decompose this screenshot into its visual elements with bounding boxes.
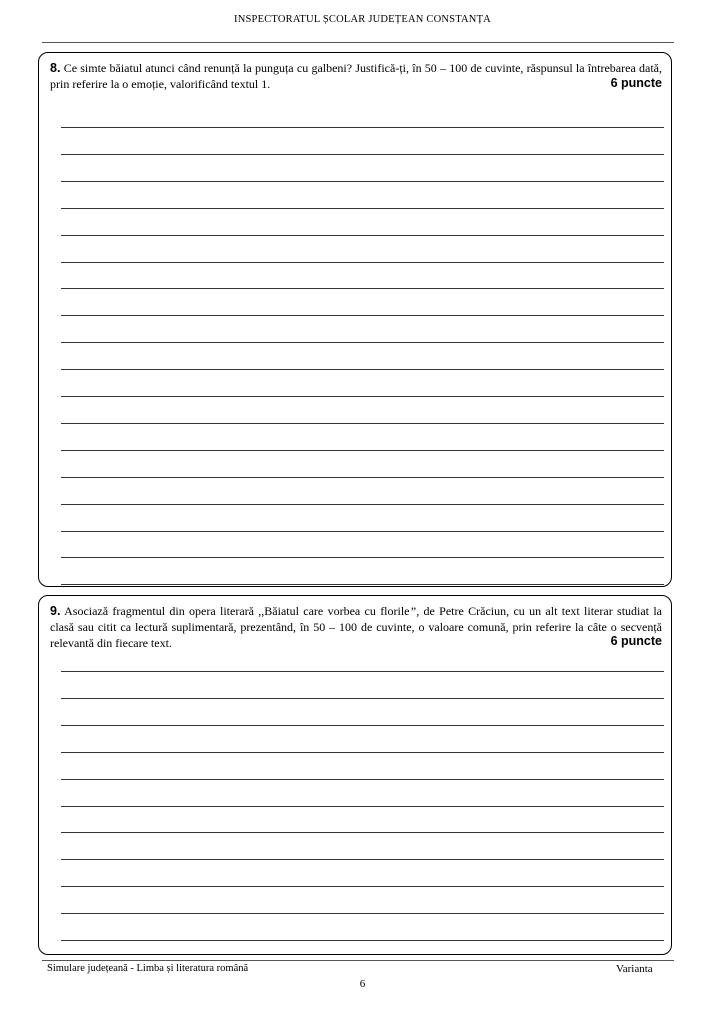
answer-line	[61, 531, 664, 532]
answer-line	[61, 859, 664, 860]
page-number: 6	[359, 978, 366, 990]
question-9-answer-area[interactable]	[61, 596, 664, 954]
answer-line	[61, 342, 664, 343]
question-8-box	[38, 52, 672, 587]
answer-line	[61, 725, 664, 726]
answer-line	[61, 235, 664, 236]
question-9-prompt-start: Asociază fragmentul din opera literară ,,	[64, 604, 265, 618]
answer-line	[61, 557, 664, 558]
answer-line	[61, 584, 664, 585]
answer-line	[61, 913, 664, 914]
answer-line	[61, 315, 664, 316]
question-9-prompt-end: de Petre Crăciun, cu un alt text literar studiat la clasă sau citit ca lectură suplimentară, prezentând, în 50 – 100 de cuvinte, o valoare comună, prin referire la câte o secvență relevantă din fiecare text.	[50, 604, 663, 650]
answer-line	[61, 262, 664, 263]
answer-line	[61, 423, 664, 424]
answer-line	[61, 779, 664, 780]
question-9-number: 9.	[50, 604, 61, 618]
answer-line	[61, 127, 664, 128]
footer-variant: Varianta	[616, 963, 653, 975]
answer-line	[61, 181, 664, 182]
answer-line	[61, 369, 664, 370]
question-9-points: 6 puncte	[610, 634, 662, 648]
answer-line	[61, 504, 664, 505]
answer-line	[61, 671, 664, 672]
question-9-quote-close: ”,	[409, 604, 420, 618]
header-divider	[42, 42, 674, 43]
footer-exam-title: Simulare județeană - Limba și literatura română	[47, 963, 249, 974]
answer-line	[61, 940, 664, 941]
answer-line	[61, 806, 664, 807]
question-9-work-title: Băiatul care vorbea cu florile	[264, 604, 410, 618]
answer-line	[61, 886, 664, 887]
answer-line	[61, 396, 664, 397]
question-8-answer-area[interactable]	[61, 53, 664, 586]
answer-line	[61, 752, 664, 753]
question-8-prompt: Ce simte băiatul atunci când renunță la punguța cu galbeni? Justifică-ți, în 50 – 100 de cuvinte, răspunsul la întrebarea dată, prin referire la o emoție, valorificând textul 1.	[50, 61, 662, 91]
answer-line	[61, 288, 664, 289]
answer-line	[61, 477, 664, 478]
page-header: INSPECTORATUL ȘCOLAR JUDEȚEAN CONSTANȚA	[234, 14, 491, 25]
question-8-number: 8.	[50, 61, 61, 75]
answer-line	[61, 208, 664, 209]
question-8-points: 6 puncte	[610, 76, 662, 90]
answer-line	[61, 698, 664, 699]
answer-line	[61, 832, 664, 833]
answer-line	[61, 154, 664, 155]
answer-line	[61, 450, 664, 451]
question-9-box	[38, 595, 672, 955]
footer-divider	[42, 960, 674, 961]
